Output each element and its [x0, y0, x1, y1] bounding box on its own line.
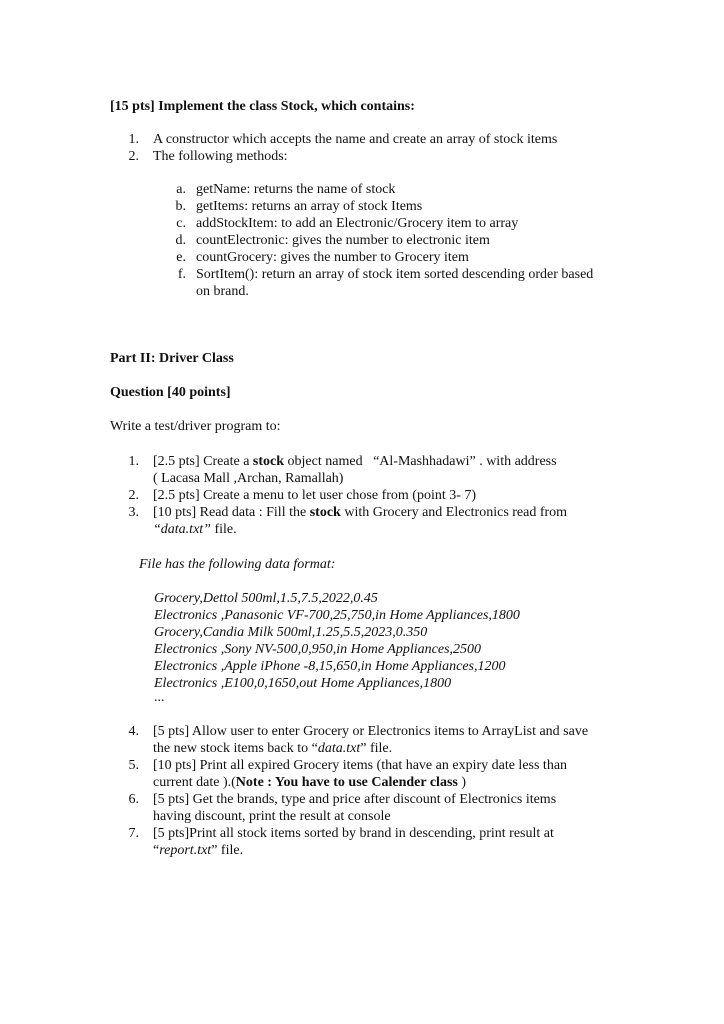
- sublist-letter: c.: [176, 216, 186, 231]
- list-number: 5.: [128, 758, 139, 773]
- file-format-label: File has the following data format:: [139, 557, 336, 572]
- method-item: addStockItem: to add an Electronic/Grocery item to array: [196, 216, 519, 231]
- task-item: [5 pts]Print all stock items sorted by brand in descending, print result at: [153, 826, 554, 841]
- data-line: Electronics ,Panasonic VF-700,25,750,in Home Appliances,1800: [154, 608, 520, 623]
- data-line: Electronics ,Sony NV-500,0,950,in Home Appliances,2500: [154, 642, 482, 657]
- data-line: Electronics ,E100,0,1650,out Home Appliances,1800: [154, 676, 452, 691]
- list-item: The following methods:: [153, 149, 288, 164]
- task-item-continued: “data.txt” file.: [153, 522, 237, 537]
- section-heading: [15 pts] Implement the class Stock, which contains:: [110, 99, 415, 114]
- task-item-continued: current date ).(Note : You have to use Calender class ): [153, 775, 467, 790]
- list-number: 3.: [128, 505, 139, 520]
- list-number: 2.: [128, 149, 139, 164]
- method-item: getItems: returns an array of stock Items: [196, 199, 423, 214]
- task-item: [10 pts] Read data : Fill the stock with Grocery and Electronics read from: [153, 505, 568, 520]
- sublist-letter: b.: [175, 199, 186, 214]
- method-item: countElectronic: gives the number to electronic item: [196, 233, 490, 248]
- list-number: 4.: [128, 724, 139, 739]
- task-item: [5 pts] Get the brands, type and price after discount of Electronics items: [153, 792, 557, 807]
- task-item: [2.5 pts] Create a stock object named “Al-Mashhadawi” . with address: [153, 454, 557, 469]
- sublist-letter: e.: [176, 250, 186, 265]
- question-heading: Question [40 points]: [110, 385, 231, 400]
- task-item: [5 pts] Allow user to enter Grocery or Electronics items to ArrayList and save: [153, 724, 589, 739]
- list-number: 1.: [128, 132, 139, 147]
- part-title: Part II: Driver Class: [110, 351, 234, 366]
- data-line: Electronics ,Apple iPhone -8,15,650,in Home Appliances,1200: [154, 659, 506, 674]
- task-item-continued: “report.txt” file.: [153, 843, 244, 858]
- method-item: getName: returns the name of stock: [196, 182, 396, 197]
- task-item-continued: ( Lacasa Mall ,Archan, Ramallah): [153, 471, 344, 486]
- sublist-letter: f.: [177, 267, 186, 282]
- data-ellipsis: ...: [154, 690, 165, 705]
- sublist-letter: d.: [175, 233, 186, 248]
- task-item-continued: the new stock items back to “data.txt” file.: [153, 741, 393, 756]
- list-number: 1.: [128, 454, 139, 469]
- list-number: 6.: [128, 792, 139, 807]
- data-line: Grocery,Dettol 500ml,1.5,7.5,2022,0.45: [154, 591, 378, 606]
- method-item-continued: on brand.: [196, 284, 249, 299]
- data-line: Grocery,Candia Milk 500ml,1.25,5.5,2023,0.350: [154, 625, 428, 640]
- method-item: SortItem(): return an array of stock item sorted descending order based: [196, 267, 594, 282]
- task-item: [2.5 pts] Create a menu to let user chose from (point 3- 7): [153, 488, 477, 503]
- list-number: 7.: [128, 826, 139, 841]
- method-item: countGrocery: gives the number to Grocery item: [196, 250, 469, 265]
- list-number: 2.: [128, 488, 139, 503]
- list-item: A constructor which accepts the name and create an array of stock items: [153, 132, 558, 147]
- task-item-continued: having discount, print the result at console: [153, 809, 391, 824]
- task-item: [10 pts] Print all expired Grocery items (that have an expiry date less than: [153, 758, 568, 773]
- intro-text: Write a test/driver program to:: [110, 419, 281, 434]
- sublist-letter: a.: [176, 182, 186, 197]
